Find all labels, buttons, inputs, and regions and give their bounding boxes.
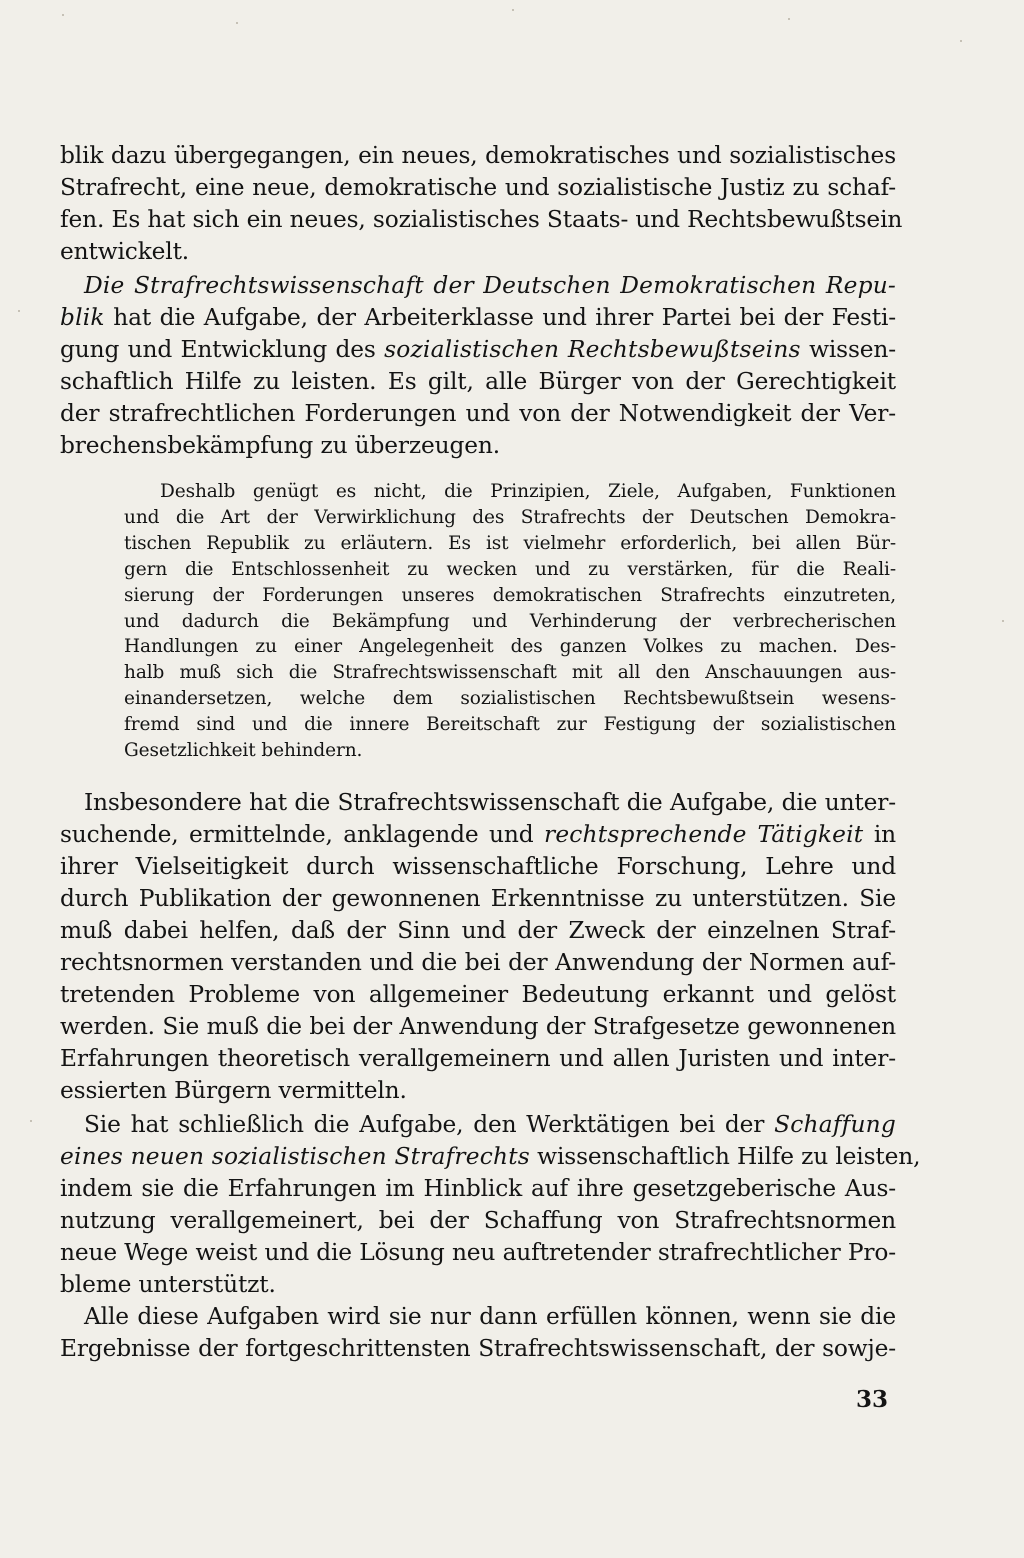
page-number: 33 — [856, 1386, 889, 1413]
paragraph-3 — [60, 787, 896, 1107]
text-line: blik dazu übergegangen, ein neues, demokratisches und sozialistisches — [60, 142, 896, 169]
text-line — [60, 1141, 921, 1173]
scan-speck — [960, 40, 962, 42]
text-line: muß dabei helfen, daß der Sinn und der Zweck der einzelnen Straf- — [60, 917, 896, 944]
text-line: sierung der Forderungen unseres demokratischen Strafrechts einzutreten, — [124, 584, 896, 606]
italic-phrase: sozialistischen Rechtsbewußtseins — [384, 336, 801, 363]
text-line: rechtsnormen verstanden und die bei der Anwendung der Normen auf- — [60, 949, 896, 976]
text-line: Erfahrungen theoretisch verallgemeinern und allen Juristen und inter- — [60, 1045, 896, 1072]
scan-speck — [512, 9, 514, 11]
paragraph-1 — [60, 140, 903, 268]
text-line: Deshalb genügt es nicht, die Prinzipien, Ziele, Aufgaben, Funktionen — [160, 481, 896, 502]
text-line: essierten Bürgern vermitteln. — [60, 1077, 407, 1104]
text-line — [60, 819, 896, 851]
text-line: und dadurch die Bekämpfung und Verhinderung der verbrecherischen — [124, 610, 896, 632]
text-line: werden. Sie muß die bei der Anwendung der Strafgesetze gewonnenen — [60, 1013, 896, 1040]
scan-speck — [1002, 620, 1004, 622]
italic-phrase: eines neuen sozialistischen Strafrechts — [60, 1143, 530, 1170]
text-line: tischen Republik zu erläutern. Es ist vielmehr erforderlich, bei allen Bür- — [124, 532, 896, 554]
scan-speck — [30, 1120, 32, 1122]
text-line: und die Art der Verwirklichung des Strafrechts der Deutschen Demokra- — [124, 506, 896, 528]
text-line — [60, 302, 896, 334]
text-line: Ergebnisse der fortgeschrittensten Strafrechtswissenschaft, der sowje- — [60, 1335, 896, 1362]
text-line — [60, 270, 896, 302]
paragraph-4 — [60, 1109, 921, 1301]
text-line: indem sie die Erfahrungen im Hinblick auf ihre gesetzgeberische Aus- — [60, 1175, 896, 1202]
text-line: entwickelt. — [60, 238, 190, 265]
text-line: neue Wege weist und die Lösung neu auftretender strafrechtlicher Pro- — [60, 1239, 896, 1266]
text-line: Gesetzlichkeit behindern. — [124, 740, 363, 762]
text-line: Alle diese Aufgaben wird sie nur dann erfüllen können, wenn sie die — [84, 1303, 896, 1330]
text-run: gung und Entwicklung des — [60, 336, 385, 363]
text-line: nutzung verallgemeinert, bei der Schaffung von Strafrechtsnormen — [60, 1207, 896, 1234]
scan-speck — [788, 18, 790, 20]
italic-phrase: Die Strafrechtswissenschaft der Deutschen Demokratischen Repu- — [84, 272, 896, 299]
text-line: brechensbekämpfung zu überzeugen. — [60, 432, 501, 459]
text-line — [60, 1109, 896, 1141]
paragraph-2 — [60, 270, 896, 462]
text-line: Handlungen zu einer Angelegenheit des ganzen Volkes zu machen. Des- — [124, 636, 896, 658]
text-line: gern die Entschlossenheit zu wecken und zu verstärken, für die Reali- — [124, 558, 896, 580]
smallprint-block — [124, 479, 896, 764]
text-line: durch Publikation der gewonnenen Erkenntnisse zu unterstützen. Sie — [60, 885, 896, 912]
scan-speck — [236, 22, 238, 24]
scan-speck — [62, 14, 64, 16]
text-line: fremd sind und die innere Bereitschaft zur Festigung der sozialistischen — [124, 714, 896, 736]
text-line — [60, 334, 896, 366]
text-line: einandersetzen, welche dem sozialistischen Rechtsbewußtsein wesens- — [124, 688, 896, 710]
text-line: tretenden Probleme von allgemeiner Bedeutung erkannt und gelöst — [60, 981, 896, 1008]
text-line: bleme unterstützt. — [60, 1271, 276, 1298]
text-run: in — [863, 821, 897, 848]
paragraph-5 — [60, 1301, 896, 1365]
text-line: fen. Es hat sich ein neues, sozialistisches Staats- und Rechtsbewußtsein — [60, 206, 903, 233]
text-line: Strafrecht, eine neue, demokratische und sozialistische Justiz zu schaf- — [60, 174, 896, 201]
text-run: Sie hat schließlich die Aufgabe, den Werktätigen bei der — [84, 1111, 775, 1138]
text-line: Insbesondere hat die Strafrechtswissenschaft die Aufgabe, die unter- — [84, 789, 896, 816]
text-run: suchende, ermittelnde, anklagende und — [60, 821, 544, 848]
text-line: halb muß sich die Strafrechtswissenschaft mit all den Anschauungen aus- — [124, 662, 896, 684]
text-line: der strafrechtlichen Forderungen und von der Notwendigkeit der Ver- — [60, 400, 896, 427]
scan-speck — [18, 310, 20, 312]
text-line: schaftlich Hilfe zu leisten. Es gilt, alle Bürger von der Gerechtigkeit — [60, 368, 896, 395]
text-run: hat die Aufgabe, der Arbeiterklasse und ihrer Partei bei der Festi- — [104, 304, 896, 331]
italic-phrase: rechtsprechende Tätigkeit — [543, 821, 864, 848]
italic-phrase: Schaffung — [774, 1111, 896, 1138]
text-run: wissen- — [800, 336, 896, 363]
text-run: wissenschaftlich Hilfe zu leisten, — [529, 1143, 921, 1170]
text-line: ihrer Vielseitigkeit durch wissenschaftliche Forschung, Lehre und — [60, 853, 896, 880]
italic-phrase: blik — [60, 304, 105, 331]
